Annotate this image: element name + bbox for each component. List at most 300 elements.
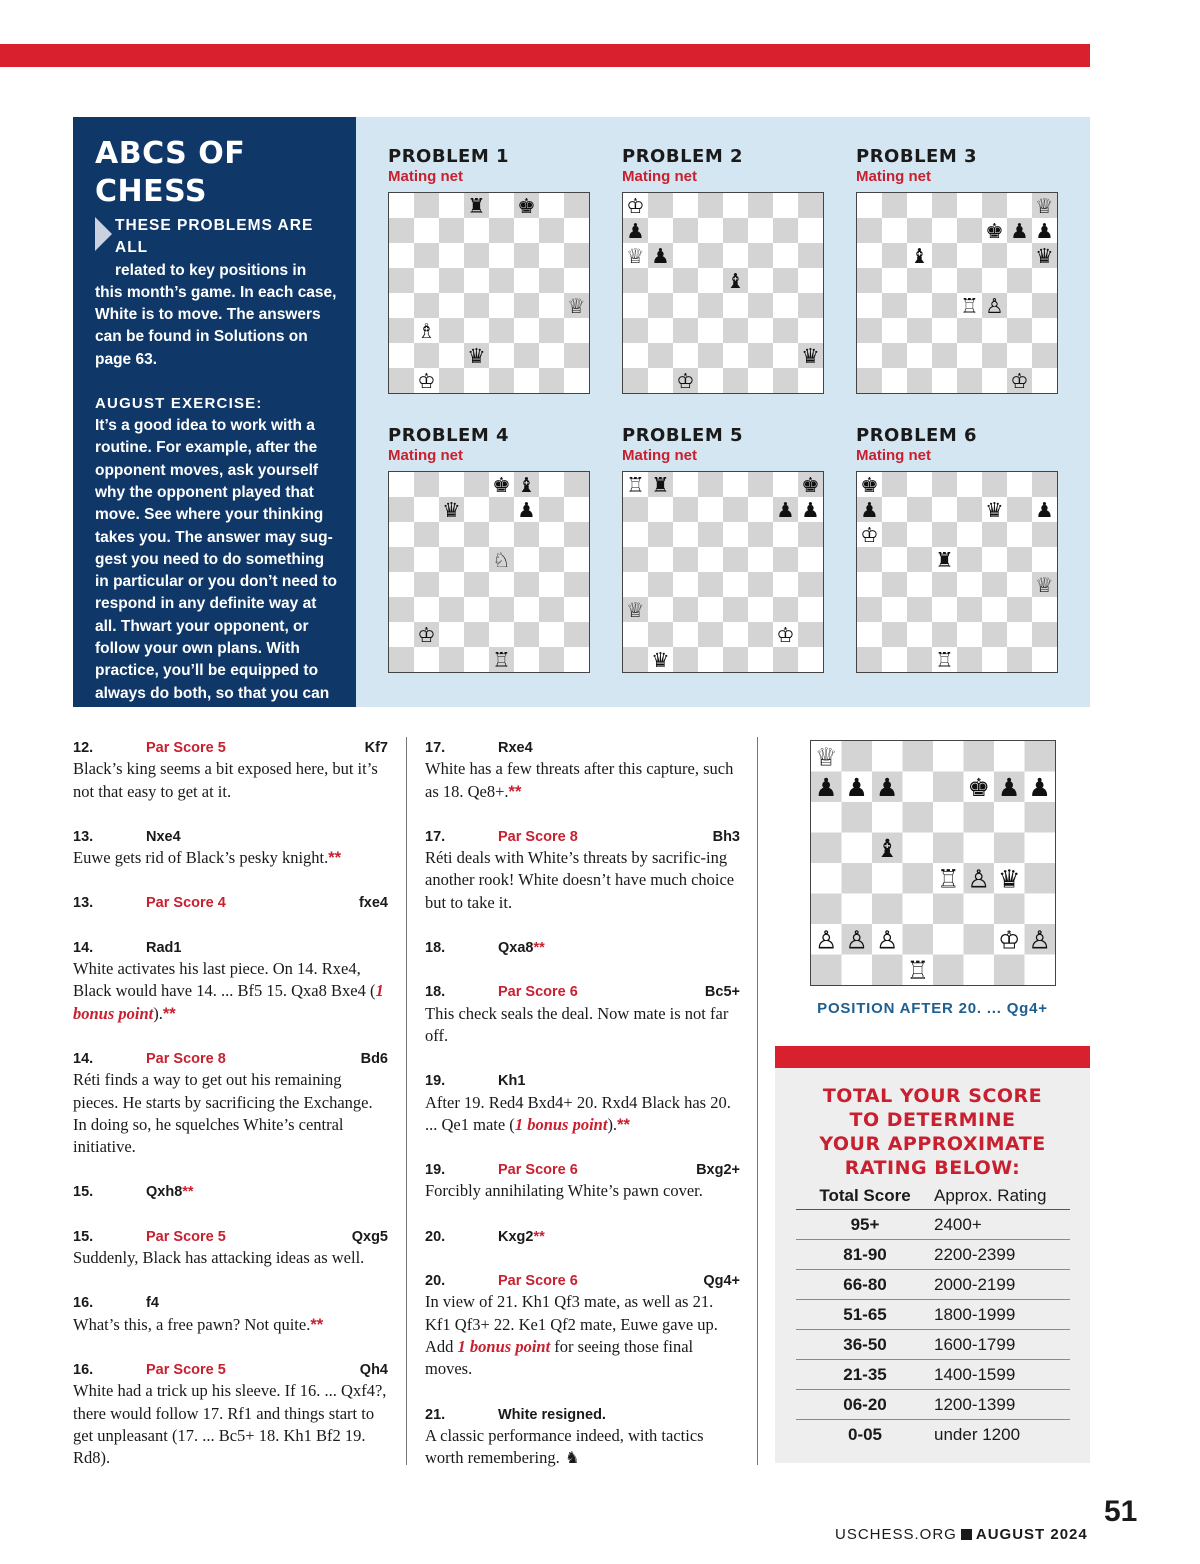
board-square (748, 193, 773, 218)
board-square (673, 268, 698, 293)
board-square (933, 833, 964, 864)
board-square (514, 243, 539, 268)
problem-4 (388, 425, 591, 672)
board-square (564, 597, 589, 622)
board-square (514, 343, 539, 368)
board-square (439, 572, 464, 597)
moves-column-1 (73, 736, 388, 1491)
board-square (748, 597, 773, 622)
board-square (932, 243, 957, 268)
move-text: White resigned. (498, 1406, 606, 1423)
move-entry (425, 1158, 740, 1203)
board-square (982, 622, 1007, 647)
board-square (564, 472, 589, 497)
problem-5 (622, 425, 825, 672)
board-square (464, 293, 489, 318)
board-square (748, 243, 773, 268)
board-square (464, 497, 489, 522)
board-square (439, 522, 464, 547)
board-square (872, 741, 903, 772)
board-square (439, 343, 464, 368)
exercise-body: It’s a good idea to work with a routine. For example, after the opponent moves, ask yourself why the opponent played that move. See where your thinking takes you. The answer may sug-gest you need to do something in particular or you don’t need to respond in any definite way at all. Thwart your opponent, or follow your own plans. With practice, you’ll be equipped to always do both, so that you can merge attack and defense on each move. (95, 417, 337, 747)
annotation-text: This check seals the deal. Now mate is not far off. (425, 1003, 729, 1045)
white-queen-icon: ♕ (626, 244, 645, 268)
white-rook-icon: ♖ (937, 864, 960, 894)
column-divider (757, 737, 758, 1465)
black-pawn-icon: ♟ (876, 772, 899, 802)
move-entry (425, 1269, 740, 1380)
board-square (957, 622, 982, 647)
white-move (146, 1292, 159, 1314)
board-square (957, 547, 982, 572)
board-square (673, 597, 698, 622)
black-queen-icon: ♛ (801, 344, 820, 368)
board-square (539, 218, 564, 243)
board-square (932, 572, 957, 597)
sidebar-lead-rest: related to key positions in this month’s game. In each case, White is to move. The answers can be found in Solutions on page 63. (95, 261, 337, 368)
black-move: Kf7 (364, 740, 388, 756)
footer-issue: AUGUST 2024 (975, 1526, 1088, 1543)
black-bishop-icon: ♝ (517, 473, 536, 497)
total-score: 95+ (850, 1214, 880, 1234)
board-square (489, 293, 514, 318)
white-rook-icon: ♖ (935, 648, 954, 672)
board-square (623, 343, 648, 368)
move-number: 19. (425, 1162, 446, 1179)
par-score: Par Score 4 (146, 895, 226, 912)
annotation-text: What’s this, a free pawn? Not quite. (73, 1314, 311, 1334)
board-square (857, 193, 882, 218)
annotation-text: Black’s king seems a bit exposed here, but it’s not that easy to get at it. (73, 759, 378, 801)
board-square (957, 193, 982, 218)
board-square (907, 647, 932, 672)
move-line (425, 1403, 740, 1425)
board-square (857, 318, 882, 343)
move-number: 17. (425, 828, 446, 845)
board-square (748, 497, 773, 522)
par-score: Par Score 6 (498, 984, 578, 1001)
board-square (857, 572, 882, 597)
board-square (798, 243, 823, 268)
board-square (698, 268, 723, 293)
board-square (857, 218, 882, 243)
board-square (773, 522, 798, 547)
board-square (1007, 647, 1032, 672)
board-square (439, 318, 464, 343)
board-square (414, 497, 439, 522)
black-move: Qxg5 (351, 1228, 388, 1245)
board-square (723, 368, 748, 393)
move-annotation (73, 758, 388, 803)
score-row (796, 1300, 1070, 1330)
board-square (748, 622, 773, 647)
white-king-icon: ♔ (860, 523, 879, 547)
rating-col-header: Approx. Rating (934, 1185, 1047, 1205)
board-square (648, 343, 673, 368)
board-square (489, 622, 514, 647)
problem-subtitle: Mating net (856, 168, 931, 185)
black-pawn-icon: ♟ (776, 498, 795, 522)
board-square (439, 647, 464, 672)
board-square (811, 894, 842, 925)
board-square (1032, 522, 1057, 547)
board-square (514, 268, 539, 293)
board-square (994, 741, 1025, 772)
board-square (723, 318, 748, 343)
board-square (872, 955, 903, 986)
board-square (564, 218, 589, 243)
board-square (957, 343, 982, 368)
board-square (882, 497, 907, 522)
board-square (698, 472, 723, 497)
white-pawn-icon: ♙ (845, 925, 868, 955)
board-square (389, 293, 414, 318)
board-square (882, 647, 907, 672)
move-text: Rad1 (146, 939, 182, 956)
black-king-icon: ♚ (801, 473, 820, 497)
moves-column-2 (425, 736, 740, 1491)
white-king-icon: ♔ (1010, 369, 1029, 393)
black-pawn-icon: ♟ (517, 498, 536, 522)
board-square (439, 293, 464, 318)
board-square (857, 243, 882, 268)
board-square (564, 243, 589, 268)
board-square (798, 622, 823, 647)
board-square (903, 802, 934, 833)
white-pawn-icon: ♙ (815, 925, 838, 955)
board-square (798, 572, 823, 597)
move-line (73, 736, 388, 758)
problem-board (856, 471, 1058, 673)
double-star-icon: ** (533, 1228, 545, 1245)
black-king-icon: ♚ (517, 194, 536, 218)
board-square (698, 293, 723, 318)
board-square (842, 802, 873, 833)
board-square (907, 318, 932, 343)
board-square (648, 293, 673, 318)
board-square (464, 522, 489, 547)
board-square (907, 293, 932, 318)
board-square (698, 547, 723, 572)
annotation-text: A classic performance indeed, with tactics worth remembering. (425, 1425, 704, 1468)
move-entry (73, 936, 388, 1025)
board-square (439, 268, 464, 293)
annotation-text: In view of 21. Kh1 Qf3 mate, as well as 21. Kf1 Qf3+ 22. Ke1 Qf2 mate, Euwe gave up. Add (425, 1292, 718, 1356)
white-pawn-icon: ♙ (876, 925, 899, 955)
move-line (425, 1269, 740, 1291)
board-square (773, 318, 798, 343)
move-line (73, 825, 388, 847)
board-square (564, 343, 589, 368)
move-annotation (425, 847, 740, 914)
board-square (389, 497, 414, 522)
board-square (907, 497, 932, 522)
board-square (673, 293, 698, 318)
board-square (748, 472, 773, 497)
board-square (907, 343, 932, 368)
board-square (698, 218, 723, 243)
board-square (748, 293, 773, 318)
board-square (882, 572, 907, 597)
board-square (932, 268, 957, 293)
score-row (796, 1360, 1070, 1390)
board-square (439, 472, 464, 497)
annotation-text: Suddenly, Black has attacking ideas as well. (73, 1248, 365, 1268)
white-rook-icon: ♖ (960, 294, 979, 318)
footer-site: USCHESS.ORG (835, 1526, 957, 1543)
board-square (439, 622, 464, 647)
board-square (439, 597, 464, 622)
board-square (932, 318, 957, 343)
board-square (673, 497, 698, 522)
board-square (648, 318, 673, 343)
white-queen-icon: ♕ (567, 294, 586, 318)
board-square (564, 622, 589, 647)
approx-rating: 1800-1999 (934, 1304, 1016, 1324)
board-square (389, 218, 414, 243)
board-square (907, 193, 932, 218)
move-number: 18. (425, 940, 446, 957)
board-square (489, 243, 514, 268)
black-pawn-icon: ♟ (801, 498, 820, 522)
board-square (414, 597, 439, 622)
board-square (964, 833, 995, 864)
score-row (796, 1330, 1070, 1360)
board-square (773, 218, 798, 243)
approx-rating: 2000-2199 (934, 1274, 1016, 1294)
exercise-title: AUGUST EXERCISE: (95, 395, 263, 413)
move-entry (73, 891, 388, 913)
board-square (514, 622, 539, 647)
board-square (872, 894, 903, 925)
move-number: 20. (425, 1228, 446, 1245)
black-pawn-icon: ♟ (1035, 498, 1054, 522)
white-queen-icon: ♕ (626, 598, 645, 622)
board-square (933, 741, 964, 772)
white-rook-icon: ♖ (492, 648, 511, 672)
annotation-text: Forcibly annihilating White’s pawn cover. (425, 1181, 703, 1201)
board-square (648, 572, 673, 597)
board-square (748, 547, 773, 572)
problem-subtitle: Mating net (388, 447, 463, 464)
board-square (698, 318, 723, 343)
board-square (932, 622, 957, 647)
board-square (982, 368, 1007, 393)
move-line (425, 1225, 740, 1247)
board-square (723, 343, 748, 368)
board-square (932, 497, 957, 522)
white-bishop-icon: ♗ (417, 319, 436, 343)
board-square (489, 343, 514, 368)
problem-board (856, 192, 1058, 394)
board-square (1032, 547, 1057, 572)
board-square (414, 572, 439, 597)
white-king-icon: ♔ (417, 369, 436, 393)
board-square (414, 218, 439, 243)
move-number: 16. (73, 1295, 94, 1312)
par-score: Par Score 6 (498, 1273, 578, 1290)
annotation-text: White activates his last piece. On 14. Rxe4, Black would have 14. ... Bf5 15. Qxa8 Bxe4 ( (73, 959, 376, 1001)
board-square (798, 547, 823, 572)
board-square (773, 547, 798, 572)
board-square (882, 343, 907, 368)
board-square (439, 243, 464, 268)
move-line (73, 1291, 388, 1313)
board-square (798, 597, 823, 622)
board-square (564, 572, 589, 597)
board-square (623, 497, 648, 522)
chess-board-grid (623, 193, 823, 393)
board-square (907, 622, 932, 647)
board-square (414, 522, 439, 547)
board-square (933, 894, 964, 925)
board-square (389, 597, 414, 622)
board-square (811, 863, 842, 894)
board-square (723, 622, 748, 647)
position-board (810, 740, 1056, 986)
board-square (748, 368, 773, 393)
black-bishop-icon: ♝ (726, 269, 745, 293)
board-square (489, 218, 514, 243)
move-number: 15. (73, 1228, 94, 1245)
problems-panel (356, 117, 1090, 707)
board-square (773, 193, 798, 218)
move-entry (73, 1047, 388, 1158)
white-rook-icon: ♖ (626, 473, 645, 497)
black-move: Bxg2+ (696, 1162, 740, 1179)
board-square (648, 193, 673, 218)
move-annotation (73, 847, 388, 869)
black-queen-icon: ♛ (442, 498, 461, 522)
board-square (857, 343, 882, 368)
move-annotation (425, 1180, 740, 1202)
board-square (964, 894, 995, 925)
board-square (857, 268, 882, 293)
board-square (723, 497, 748, 522)
black-pawn-icon: ♟ (845, 772, 868, 802)
board-square (994, 833, 1025, 864)
abcs-sidebar (73, 117, 356, 747)
score-heading-line: TOTAL YOUR SCORE (822, 1085, 1043, 1107)
move-number: 17. (425, 740, 446, 756)
black-queen-icon: ♛ (998, 864, 1021, 894)
move-annotation (73, 1380, 388, 1469)
move-text: Kh1 (498, 1073, 526, 1090)
white-move (498, 1226, 545, 1248)
move-annotation (73, 958, 388, 1025)
board-square (982, 572, 1007, 597)
annotation-text: ). (153, 1003, 163, 1023)
board-square (673, 318, 698, 343)
board-square (773, 472, 798, 497)
white-king-icon: ♔ (776, 623, 795, 647)
total-score: 81-90 (843, 1244, 887, 1264)
move-number: 14. (73, 939, 94, 956)
move-number: 13. (73, 828, 94, 845)
move-line (425, 980, 740, 1002)
black-pawn-icon: ♟ (1010, 219, 1029, 243)
move-line (73, 1180, 388, 1202)
board-square (564, 547, 589, 572)
board-square (932, 368, 957, 393)
move-entry (73, 1225, 388, 1270)
board-square (773, 243, 798, 268)
board-square (489, 368, 514, 393)
black-queen-icon: ♛ (985, 498, 1004, 522)
board-square (389, 647, 414, 672)
board-square (907, 597, 932, 622)
column-divider (406, 737, 407, 1465)
problem-subtitle: Mating net (622, 447, 697, 464)
move-line (73, 1358, 388, 1380)
board-square (1032, 597, 1057, 622)
board-square (994, 955, 1025, 986)
move-text: Qxh8 (146, 1184, 183, 1201)
board-square (882, 243, 907, 268)
sidebar-title: ABCS OF CHESS (95, 136, 246, 209)
move-text: Kxg2 (498, 1228, 534, 1245)
board-square (994, 802, 1025, 833)
board-square (811, 833, 842, 864)
white-knight-icon: ♘ (492, 548, 511, 572)
move-text: Qxa8 (498, 940, 534, 957)
board-square (414, 472, 439, 497)
move-entry (73, 1180, 388, 1202)
problem-title: PROBLEM 5 (622, 425, 744, 446)
move-annotation (425, 1291, 740, 1380)
board-square (648, 218, 673, 243)
problem-1 (388, 146, 591, 393)
white-move (498, 1070, 525, 1092)
board-square (882, 597, 907, 622)
move-entry (425, 980, 740, 1047)
black-move: Bd6 (360, 1050, 388, 1067)
board-square (798, 218, 823, 243)
board-square (723, 597, 748, 622)
total-score: 36-50 (843, 1334, 887, 1354)
move-line (425, 936, 740, 958)
sidebar-lead (95, 215, 338, 371)
board-square (1032, 472, 1057, 497)
board-square (982, 193, 1007, 218)
board-square (489, 572, 514, 597)
black-move: Qh4 (359, 1361, 388, 1378)
board-square (514, 218, 539, 243)
board-square (673, 622, 698, 647)
board-square (489, 597, 514, 622)
bonus-point: 1 bonus point (73, 981, 384, 1023)
par-score: Par Score 8 (498, 828, 578, 845)
board-square (489, 318, 514, 343)
problem-title: PROBLEM 6 (856, 425, 978, 446)
double-star-icon: ** (508, 782, 522, 801)
annotation-text: Réti finds a way to get out his remaining pieces. He starts by sacrificing the Exchange. In doing so, he squelches White’s central initiative. (73, 1070, 373, 1157)
board-square (982, 522, 1007, 547)
move-annotation (425, 1092, 740, 1137)
score-col-header: Total Score (819, 1185, 911, 1205)
score-table-header (796, 1182, 1070, 1210)
board-square (623, 522, 648, 547)
board-square (414, 243, 439, 268)
board-square (1007, 293, 1032, 318)
board-square (439, 368, 464, 393)
board-square (464, 572, 489, 597)
white-move (146, 826, 181, 848)
board-square (1032, 293, 1057, 318)
board-square (673, 218, 698, 243)
move-number: 18. (425, 984, 446, 1001)
board-square (748, 268, 773, 293)
